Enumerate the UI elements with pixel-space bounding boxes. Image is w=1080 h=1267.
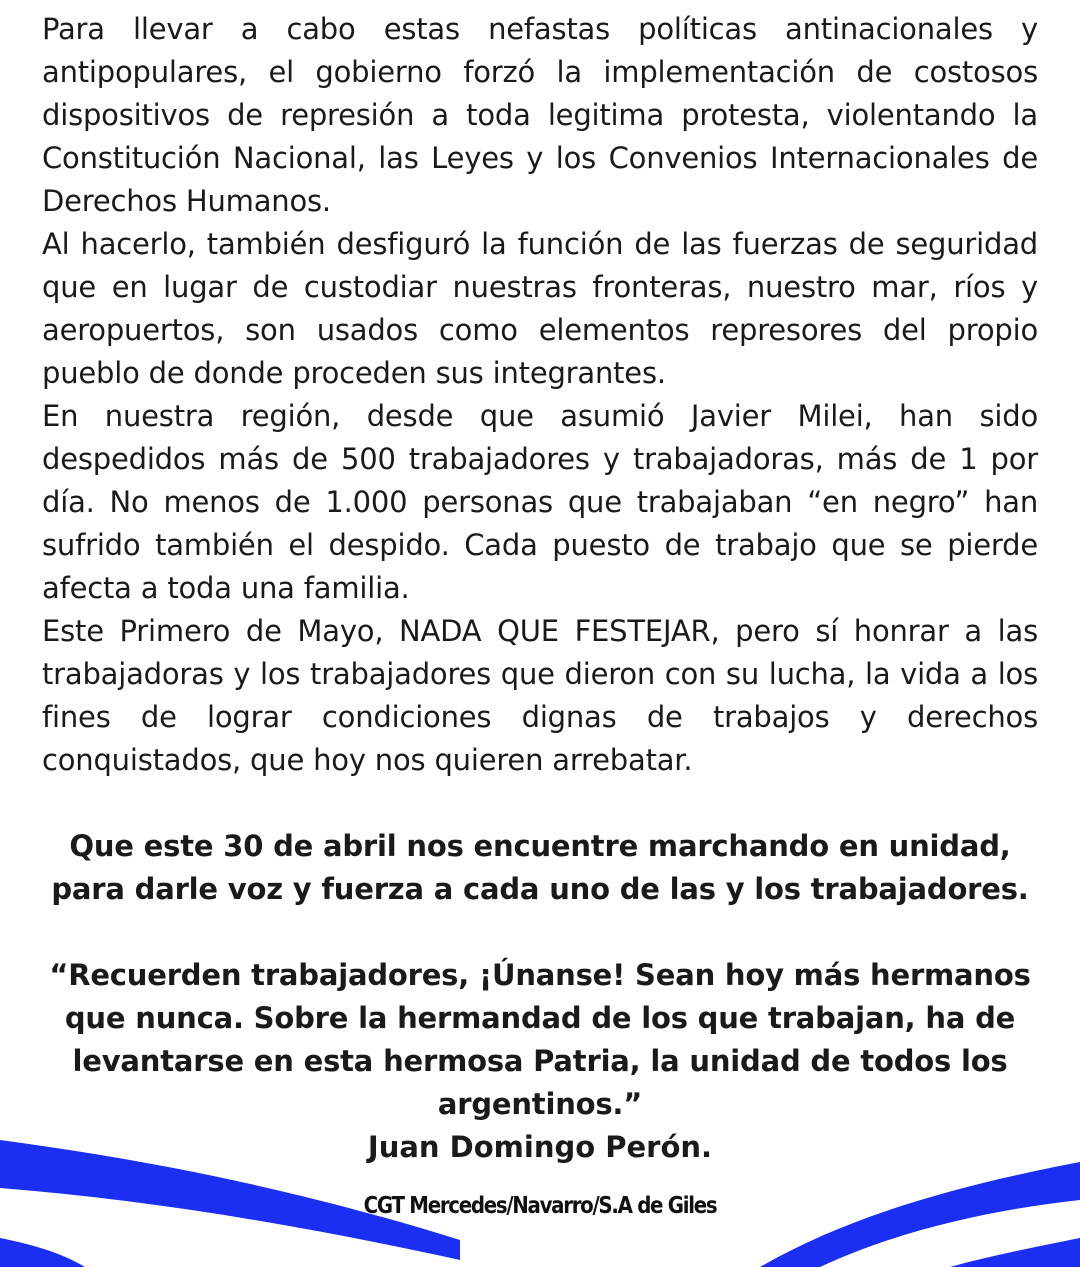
quote-text: “Recuerden trabajadores, ¡Únanse! Sean hoy más hermanos que nunca. Sobre la hermandad de los que trabajan, ha de levantarse en esta hermosa Patria, la unidad de todos los argentinos.” xyxy=(49,958,1031,1121)
spacer xyxy=(42,911,1038,954)
paragraph-may-day: Este Primero de Mayo, NADA QUE FESTEJAR, pero sí honrar a las trabajadoras y los trabajadores que dieron con su lucha, la vida a los fines de lograr condiciones dignas de trabajos y derechos conquistados, que hoy nos quieren arrebatar. xyxy=(42,614,1038,777)
quote-author: Juan Domingo Perón. xyxy=(367,1130,713,1164)
footer-organization: CGT Mercedes/Navarro/S.A de Giles xyxy=(363,1193,717,1219)
left-stripe-lower xyxy=(0,1238,85,1267)
document-body xyxy=(42,8,1038,1169)
paragraph-dismissals: En nuestra región, desde que asumió Javier Milei, han sido despedidos más de 500 trabajadores y trabajadoras, más de 1 por día. No menos de 1.000 personas que trabajaban “en negro” han sufrido también el despido. Cada puesto de trabajo que se pierde afecta a toda una familia. xyxy=(42,399,1038,605)
call-to-action: Que este 30 de abril nos encuentre marchando en unidad, para darle voz y fuerza a cada uno de las y los trabajadores. xyxy=(51,829,1029,906)
spacer xyxy=(42,782,1038,825)
paragraph-repression: Para llevar a cabo estas nefastas políticas antinacionales y antipopulares, el gobierno forzó la implementación de costosos dispositivos de represión a toda legitima protesta, violentando la Constitución Nacional, las Leyes y los Convenios Internacionales de Derechos Humanos. xyxy=(42,12,1038,218)
right-stripe-lower xyxy=(950,1238,1080,1267)
paragraph-security-forces: Al hacerlo, también desfiguró la función de las fuerzas de seguridad que en lugar de custodiar nuestras fronteras, nuestro mar, ríos y aeropuertos, son usados como elementos represores del propio pueblo de donde proceden sus integrantes. xyxy=(42,227,1038,390)
